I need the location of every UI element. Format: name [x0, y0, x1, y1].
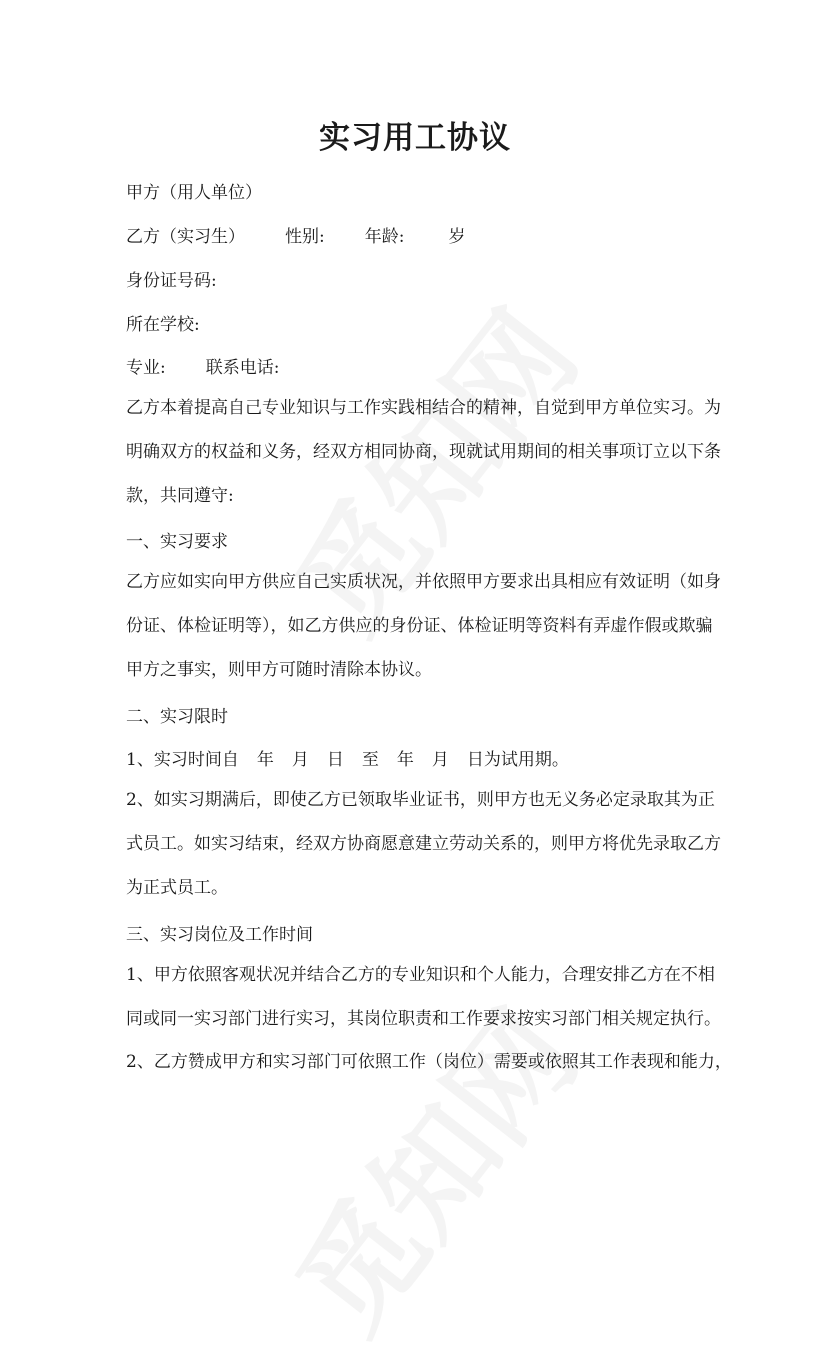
paragraph-line: 明确双方的权益和义务，经双方相同协商，现就试用期间的相关事项订立以下条 [126, 442, 721, 462]
section-heading-text: 三、实习岗位及工作时间 [126, 925, 313, 945]
paragraph-line: 为正式员工。 [126, 878, 228, 898]
party-a-label: 甲方（用人单位） [126, 183, 262, 203]
paragraph-line: 款，共同遵守: [126, 486, 234, 506]
internship-period-line [126, 745, 569, 770]
period-month-2: 月 [431, 750, 449, 770]
party-a-field [126, 178, 262, 203]
id-number-field [126, 266, 217, 291]
document-title: 实习用工协议 [319, 120, 511, 156]
paragraph-line: 1、甲方依照客观状况并结合乙方的专业知识和个人能力，合理安排乙方在不相 [126, 965, 715, 985]
paragraph-line: 同或同一实习部门进行实习，其岗位职责和工作要求按实习部门相关规定执行。 [126, 1009, 721, 1029]
section-2-item-2 [126, 778, 721, 910]
paragraph-line: 2、乙方赞成甲方和实习部门可依照工作（岗位）需要或依照其工作表现和能力， [126, 1052, 732, 1072]
age-label: 年龄: [364, 227, 405, 247]
period-year-1: 年 [256, 750, 274, 770]
intro-paragraph [126, 386, 721, 518]
age-unit: 岁 [448, 227, 466, 247]
period-day-1: 日 [326, 750, 344, 770]
school-field [126, 310, 200, 335]
party-b-label: 乙方（实习生） [126, 227, 245, 247]
section-3-item-2 [126, 1040, 732, 1084]
period-to: 至 [361, 750, 379, 770]
paragraph-line: 式员工。如实习结束，经双方协商愿意建立劳动关系的，则甲方将优先录取乙方 [126, 834, 721, 854]
section-3-item-1 [126, 953, 721, 1041]
paragraph-line: 2、如实习期满后，即使乙方已领取毕业证书，则甲方也无义务必定录取其为正 [126, 790, 715, 810]
period-month-1: 月 [291, 750, 309, 770]
school-label: 所在学校: [126, 315, 200, 335]
section-heading-text: 一、实习要求 [126, 532, 228, 552]
period-year-2: 年 [396, 750, 414, 770]
party-b-row [126, 222, 465, 247]
paragraph-line: 乙方本着提高自己专业知识与工作实践相结合的精神，自觉到甲方单位实习。为 [126, 398, 721, 418]
paragraph-line: 乙方应如实向甲方供应自己实质状况，并依照甲方要求出具相应有效证明（如身 [126, 572, 721, 592]
major-label: 专业: [126, 358, 166, 378]
period-suffix: 日为试用期。 [466, 750, 569, 770]
section-1-heading [126, 527, 228, 552]
id-number-label: 身份证号码: [126, 271, 217, 291]
section-heading-text: 二、实习限时 [126, 707, 228, 727]
section-3-heading [126, 920, 313, 945]
phone-label: 联系电话: [205, 358, 280, 378]
gender-label: 性别: [285, 227, 325, 247]
major-phone-row [126, 353, 279, 378]
section-1-paragraph [126, 560, 721, 692]
paragraph-line: 甲方之事实，则甲方可随时清除本协议。 [126, 660, 432, 680]
paragraph-line: 份证、体检证明等），如乙方供应的身份证、体检证明等资料有弄虚作假或欺骗 [126, 616, 713, 636]
section-2-heading [126, 702, 228, 727]
period-prefix: 1、实习时间自 [126, 750, 239, 770]
